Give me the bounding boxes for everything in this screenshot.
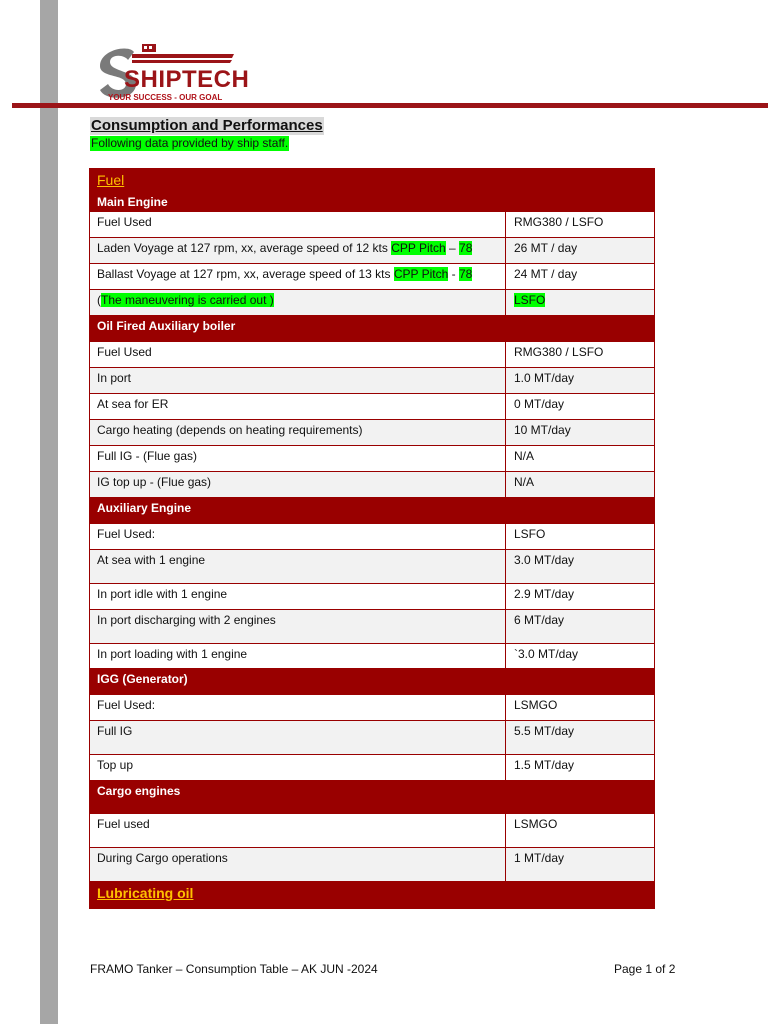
highlighted-text: 78 bbox=[459, 241, 473, 255]
row-label: In port discharging with 2 engines bbox=[90, 610, 506, 643]
row-value: RMG380 / LSFO bbox=[514, 215, 604, 229]
highlighted-text: CPP Pitch bbox=[391, 241, 446, 255]
header-rule bbox=[12, 103, 768, 108]
consumption-table bbox=[89, 168, 655, 909]
row-value: `3.0 MT/day bbox=[514, 647, 579, 661]
highlighted-value: LSFO bbox=[514, 293, 546, 307]
lube-heading: Lubricating oil bbox=[97, 885, 194, 901]
row-value: 5.5 MT/day bbox=[514, 724, 575, 738]
row-label: In port idle with 1 engine bbox=[90, 584, 506, 609]
table-row bbox=[89, 446, 655, 472]
fuel-heading-row bbox=[89, 168, 655, 192]
row-label: Full IG - (Flue gas) bbox=[90, 446, 506, 471]
table-row bbox=[89, 524, 655, 550]
table-row bbox=[89, 472, 655, 498]
table-row bbox=[89, 610, 655, 644]
row-label: Cargo heating (depends on heating requirements) bbox=[90, 420, 506, 445]
row-value: 10 MT/day bbox=[514, 423, 571, 437]
row-label bbox=[90, 290, 506, 315]
row-value: LSMGO bbox=[514, 698, 558, 712]
label-text: Laden Voyage at 127 rpm, xx, average speed of 12 kts bbox=[97, 241, 392, 255]
table-row bbox=[89, 290, 655, 316]
section-subtitle: Following data provided by ship staff. bbox=[91, 136, 289, 150]
table-row bbox=[89, 644, 655, 669]
table-row bbox=[89, 212, 655, 238]
main-engine-heading: Main Engine bbox=[89, 192, 655, 212]
table-row bbox=[89, 755, 655, 781]
row-label: At sea with 1 engine bbox=[90, 550, 506, 583]
row-value: 6 MT/day bbox=[514, 613, 565, 627]
logo-tagline: YOUR SUCCESS - OUR GOAL bbox=[108, 93, 223, 102]
label-text: - bbox=[448, 267, 459, 281]
table-row bbox=[89, 342, 655, 368]
row-label bbox=[90, 264, 506, 289]
aux-boiler-heading: Oil Fired Auxiliary boiler bbox=[89, 316, 655, 342]
label-text: Ballast Voyage at 127 rpm, xx, average speed of 13 kts bbox=[97, 267, 394, 281]
row-label bbox=[90, 238, 506, 263]
row-value: 1 MT/day bbox=[514, 851, 565, 865]
table-row bbox=[89, 420, 655, 446]
table-row bbox=[89, 584, 655, 610]
table-row bbox=[89, 848, 655, 882]
lube-heading-row bbox=[89, 882, 655, 909]
cargo-engines-heading: Cargo engines bbox=[89, 781, 655, 814]
row-label: Full IG bbox=[90, 721, 506, 754]
aux-engine-heading: Auxiliary Engine bbox=[89, 498, 655, 524]
table-row bbox=[89, 721, 655, 755]
row-value: 0 MT/day bbox=[514, 397, 565, 411]
row-label: Fuel Used: bbox=[90, 695, 506, 720]
row-value: LSFO bbox=[514, 527, 546, 541]
row-label: Top up bbox=[90, 755, 506, 780]
logo-wordmark: SHIPTECH bbox=[124, 66, 250, 93]
table-row bbox=[89, 264, 655, 290]
row-value: 26 MT / day bbox=[514, 241, 578, 255]
row-label: Fuel Used bbox=[90, 212, 506, 237]
left-margin-bar bbox=[40, 0, 58, 1024]
label-text: ( bbox=[97, 293, 101, 307]
row-label: Fuel used bbox=[90, 814, 506, 847]
row-label: In port loading with 1 engine bbox=[90, 644, 506, 668]
table-row bbox=[89, 695, 655, 721]
label-text: – bbox=[445, 241, 460, 255]
row-label: Fuel Used bbox=[90, 342, 506, 367]
table-row bbox=[89, 394, 655, 420]
highlighted-text: 78 bbox=[458, 267, 473, 281]
row-label: IG top up - (Flue gas) bbox=[90, 472, 506, 497]
igg-heading: IGG (Generator) bbox=[89, 669, 655, 695]
row-value: N/A bbox=[514, 475, 535, 489]
row-value bbox=[506, 290, 654, 315]
footer-document-title: FRAMO Tanker – Consumption Table – AK JUN -2024 bbox=[90, 962, 378, 976]
footer-page-number: Page 1 of 2 bbox=[614, 962, 676, 976]
row-value: 2.9 MT/day bbox=[514, 587, 575, 601]
row-label: At sea for ER bbox=[90, 394, 506, 419]
row-label: Fuel Used: bbox=[90, 524, 506, 549]
row-value: 1.0 MT/day bbox=[514, 371, 575, 385]
row-label: During Cargo operations bbox=[90, 848, 506, 881]
shiptech-logo bbox=[98, 40, 248, 104]
highlighted-text: The maneuvering is carried out ) bbox=[101, 293, 274, 307]
row-value: RMG380 / LSFO bbox=[514, 345, 604, 359]
table-row bbox=[89, 238, 655, 264]
section-title: Consumption and Performances bbox=[91, 117, 323, 134]
row-value: 3.0 MT/day bbox=[514, 553, 575, 567]
row-label: In port bbox=[90, 368, 506, 393]
table-row bbox=[89, 550, 655, 584]
fuel-heading: Fuel bbox=[97, 172, 125, 188]
row-value: 1.5 MT/day bbox=[514, 758, 575, 772]
table-row bbox=[89, 368, 655, 394]
table-row bbox=[89, 814, 655, 848]
row-value: N/A bbox=[514, 449, 535, 463]
row-value: LSMGO bbox=[514, 817, 558, 831]
highlighted-text: CPP Pitch bbox=[393, 267, 449, 281]
row-value: 24 MT / day bbox=[514, 267, 578, 281]
